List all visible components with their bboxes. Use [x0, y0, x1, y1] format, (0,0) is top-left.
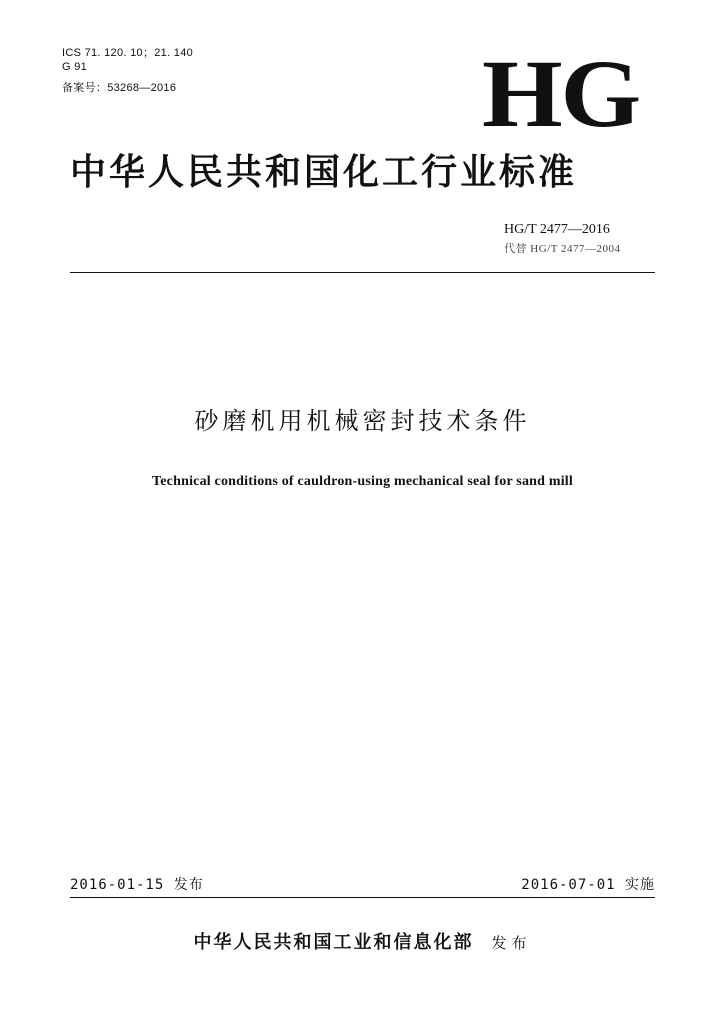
issuing-ministry: 中华人民共和国工业和信息化部 — [193, 932, 474, 953]
ics-code: ICS 71. 120. 10；21. 140 — [62, 47, 194, 59]
implementation-date: 2016-07-01 实施 — [521, 877, 655, 893]
document-title-chinese: 砂磨机用机械密封技术条件 — [194, 407, 531, 435]
top-divider — [70, 272, 655, 273]
issue-action: 发布 — [491, 934, 532, 952]
document-title-english: Technical conditions of cauldron-using mechanical seal for sand mill — [152, 474, 573, 489]
issuer-line — [0, 931, 725, 955]
bottom-divider — [70, 897, 655, 898]
filing-number: 备案号：53268—2016 — [62, 82, 177, 94]
replaces-standard: 代替 HG/T 2477—2004 — [504, 243, 621, 255]
ccs-code: G 91 — [62, 61, 88, 73]
issue-date: 2016-01-15 发布 — [70, 877, 204, 893]
hg-logo: HG — [482, 40, 639, 147]
industry-standard-title: 中华人民共和国化工行业标准 — [70, 151, 578, 193]
standard-number: HG/T 2477—2016 — [504, 222, 610, 237]
